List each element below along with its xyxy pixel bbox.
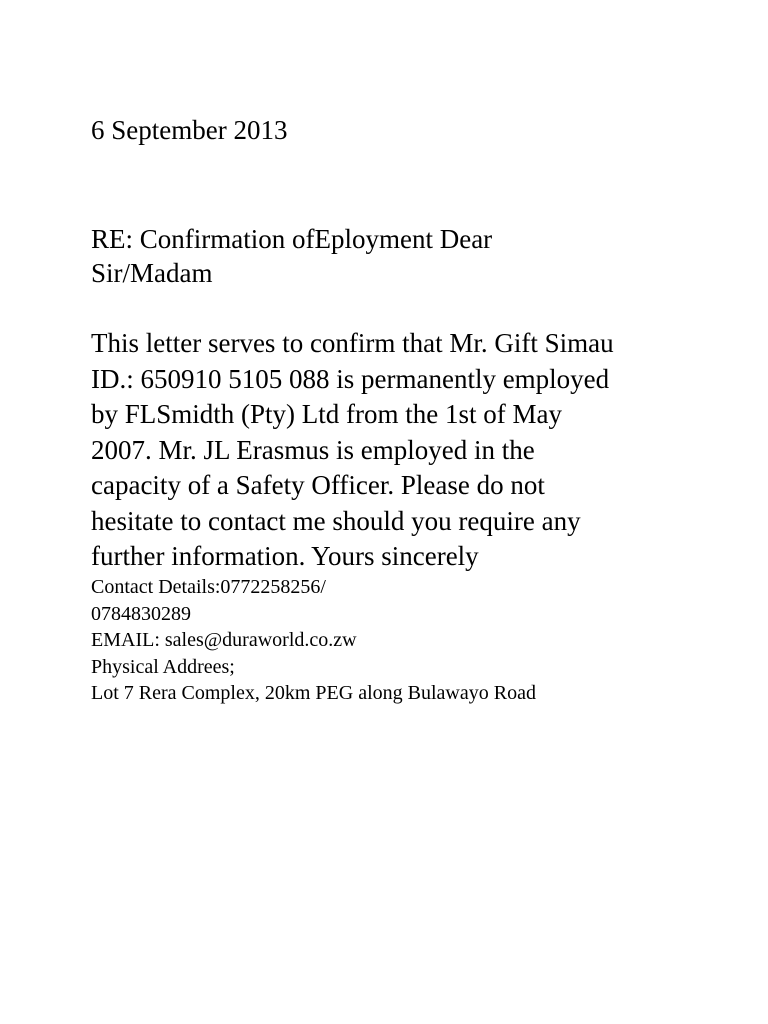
body-line: capacity of a Safety Officer. Please do not — [91, 470, 545, 500]
body-line: This letter serves to confirm that Mr. Gift Simau — [91, 328, 614, 358]
letter-subject — [91, 222, 492, 290]
body-line: further information. Yours sincerely — [91, 541, 479, 571]
subject-line: Sir/Madam — [91, 258, 213, 288]
body-line: hesitate to contact me should you require any — [91, 505, 581, 536]
body-line: 2007. Mr. JL Erasmus is employed in the — [91, 434, 535, 465]
contact-line: Lot 7 Rera Complex, 20km PEG along Bulawayo Road — [91, 682, 536, 704]
body-line: ID.: 650910 5105 088 is permanently employed — [91, 363, 610, 394]
body-line: by FLSmidth (Pty) Ltd from the 1st of May — [91, 399, 562, 429]
contact-line: 0784830289 — [91, 602, 191, 625]
contact-line: Contact Details:0772258256/ — [91, 576, 326, 598]
letter-date: 6 September 2013 — [91, 115, 288, 145]
contact-details — [91, 574, 536, 707]
contact-line: EMAIL: sales@duraworld.co.zw — [91, 629, 357, 651]
subject-line: RE: Confirmation ofEployment Dear — [91, 224, 493, 254]
contact-line: Physical Addrees; — [91, 655, 235, 678]
letter-body — [91, 326, 614, 575]
